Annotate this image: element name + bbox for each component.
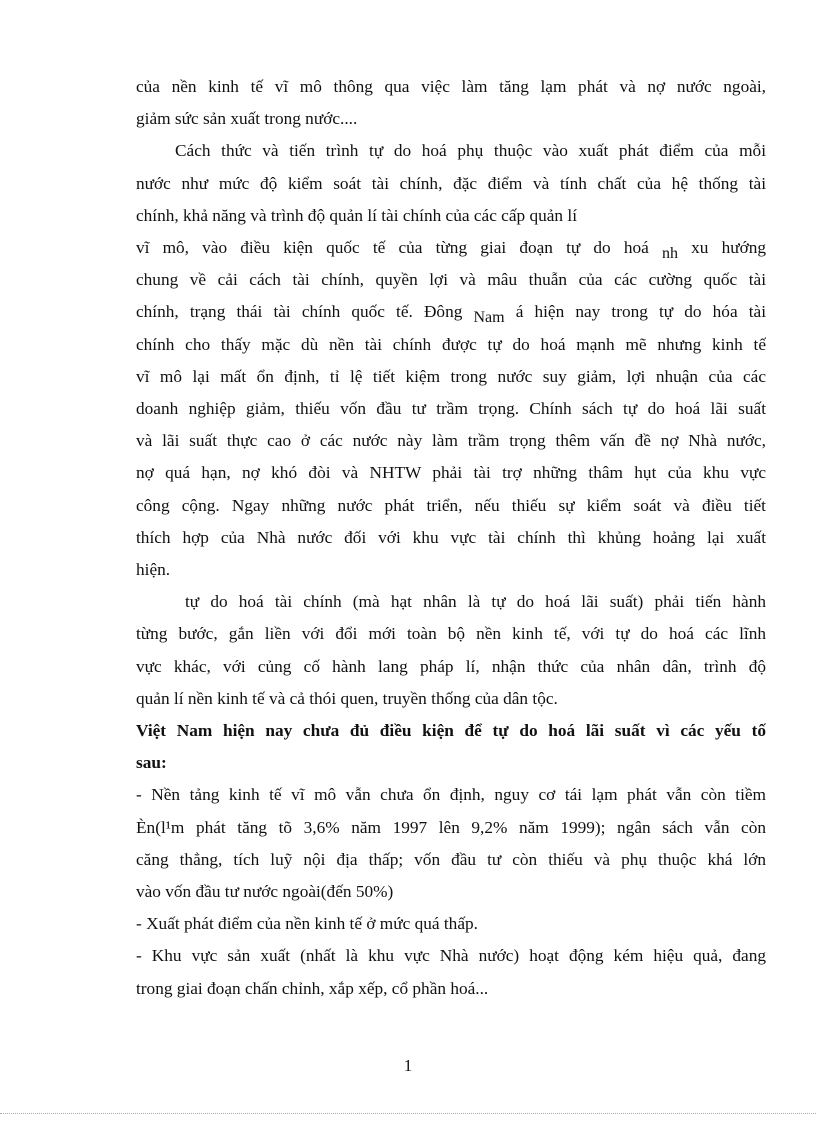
text-segment: vĩ mô lại mất ổn định, tỉ lệ tiết kiệm trong nước suy giảm, lợi nhuận của các [136,366,766,386]
text-line [185,591,766,613]
text-segment: hiện. [136,560,171,579]
text-segment: chính, khả năng và trình độ quản lí tài chính của các cấp quản lí [136,205,578,225]
text-segment: của nền kinh tế vĩ mô thông qua việc làm tăng lạm phát và nợ nước ngoài, [136,77,766,96]
text-segment: giảm sức sản xuất trong nước.... [136,109,358,129]
text-line [175,140,766,162]
text-segment: nước như mức độ kiểm soát tài chính, đặc điểm và tính chất của hệ thống tài [136,173,766,193]
text-line [136,656,766,678]
text-line [136,269,766,291]
text-segment: doanh nghiệp giảm, thiếu vốn đầu tư trầm trọng. Chính sách tự do hoá lãi suất [136,399,766,418]
text-line [136,817,766,839]
text-line [136,430,766,452]
subscript-text: Nam [473,309,505,324]
text-segment: tự do hoá tài chính (mà hạt nhân là tự do hoá lãi suất) phải tiến hành [185,592,766,612]
text-line [136,559,766,581]
text-line [136,688,766,710]
text-segment: nợ quá hạn, nợ khó đòi và NHTW phải tài trợ những thâm hụt của khu vực [136,463,766,483]
text-line [136,398,766,420]
text-line [136,173,766,195]
text-line [136,495,766,517]
text-segment: công cộng. Ngay những nước phát triển, nếu thiếu sự kiểm soát và điều tiết [136,495,766,515]
text-segment: và lãi suất thực cao ở các nước này làm trầm trọng thêm vấn đề nợ Nhà nước, [136,431,766,451]
text-line [136,366,766,388]
text-segment: sau: [136,753,167,773]
text-line [136,527,766,549]
text-segment: chính cho thấy mặc dù nền tài chính được tự do hoá mạnh mẽ nhưng kinh tế [136,334,766,354]
text-segment: Èn(l¹m phát tăng tõ 3,6% năm 1997 lên 9,2% năm 1999); ngân sách vẫn còn [136,817,766,837]
text-segment: thích hợp của Nhà nước đối với khu vực tài chính thì khủng hoảng lại xuất [136,527,766,547]
text-segment: trong giai đoạn chấn chỉnh, xắp xếp, cổ phần hoá... [136,978,489,998]
text-segment: vực khác, với củng cố hành lang pháp lí, nhận thức của nhân dân, trình độ [136,656,766,676]
text-line [136,205,766,227]
text-line [136,301,766,323]
text-line [136,913,766,935]
text-line [136,237,766,259]
text-segment: từng bước, gắn liền với đổi mới toàn bộ nền kinh tế, với tự do hoá các lĩnh [136,624,766,644]
bold-heading-line [136,752,766,774]
text-segment: Việt Nam hiện nay chưa đủ điều kiện để tự do hoá lãi suất vì các yếu tố [136,721,766,740]
bold-heading-line [136,720,766,742]
text-line [136,462,766,484]
subscript-text: nh [661,245,678,259]
text-segment: chính, trạng thái tài chính quốc tế. Đông [136,302,474,322]
text-line [136,623,766,645]
text-segment: - Xuất phát điểm của nền kinh tế ở mức quá thấp. [136,914,478,934]
text-segment: căng thẳng, tích luỹ nội địa thấp; vốn đầu tư còn thiếu và phụ thuộc khá lớn [136,849,766,869]
text-segment: vào vốn đầu tư nước ngoài(đến 50%) [136,882,394,901]
text-segment: Cách thức và tiến trình tự do hoá phụ thuộc vào xuất phát điểm của mỗi [175,141,766,161]
text-line [136,334,766,356]
text-line [136,978,766,1000]
text-segment: xu hướng [677,238,766,257]
text-segment: chung về cải cách tài chính, quyền lợi và mâu thuẫn của các cường quốc tài [136,270,766,290]
page-number: 1 [403,1056,413,1075]
text-segment: vĩ mô, vào điều kiện quốc tế của từng giai đoạn tự do hoá [136,238,662,257]
page-border-divider [0,1113,816,1114]
text-line [136,945,766,967]
text-segment: quản lí nền kinh tế và cả thói quen, truyền thống của dân tộc. [136,688,558,708]
text-line [136,849,766,871]
text-line [136,76,766,98]
text-segment: - Nền tảng kinh tế vĩ mô vẫn chưa ổn định, nguy cơ tái lạm phát vẫn còn tiềm [136,785,766,805]
text-segment: á hiện nay trong tự do hóa tài [504,302,766,322]
text-segment: - Khu vực sản xuất (nhất là khu vực Nhà nước) hoạt động kém hiệu quả, đang [136,946,766,966]
text-line [136,108,766,130]
text-line [136,881,766,903]
text-line [136,784,766,806]
